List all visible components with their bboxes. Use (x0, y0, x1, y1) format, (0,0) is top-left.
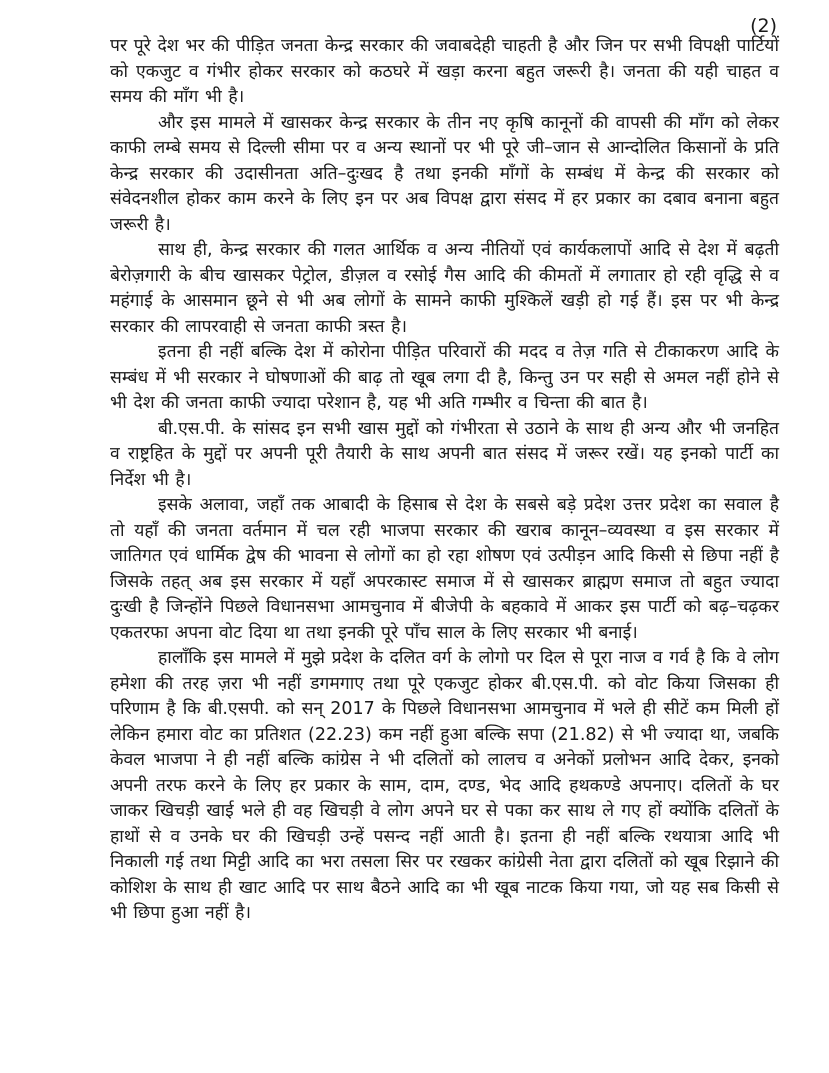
document-body (110, 34, 779, 927)
paragraph-7: हालाँकि इस मामले में मुझे प्रदेश के दलित वर्ग के लोगो पर दिल से पूरा नाज व गर्व है कि वे लोग हमेशा की तरह ज़रा भी नहीं डगमगाए तथा पूरे एकजुट होकर बी.एस.पी. को वोट किया जिसका ही परिणाम है कि बी.एसपी. को सन् 2017 के पिछले विधानसभा आमचुनाव में भले ही सीटें कम मिली हों लेकिन हमारा वोट का प्रतिशत (22.23) कम नहीं हुआ बल्कि सपा (21.82) से भी ज्यादा था, जबकि केवल भाजपा ने ही नहीं बल्कि कांग्रेस ने भी दलितों को लालच व अनेकों प्रलोभन आदि देकर, इनको अपनी तरफ करने के लिए हर प्रकार के साम, दाम, दण्ड, भेद आदि हथकण्डे अपनाए। दलितों के घर जाकर खिचड़ी खाई भले ही वह खिचड़ी वे लोग अपने घर से पका कर साथ ले गए हों क्योंकि दलितों के हाथों से व उनके घर की खिचड़ी उन्हें पसन्द नहीं आती है। इतना ही नहीं बल्कि रथयात्रा आदि भी निकाली गई तथा मिट्टी आदि का भरा तसला सिर पर रखकर कांग्रेसी नेता द्वारा दलितों को खूब रिझाने की कोशिश के साथ ही खाट आदि पर साथ बैठने आदि का भी खूब नाटक किया गया, जो यह सब किसी से भी छिपा हुआ नहीं है। (110, 648, 779, 923)
paragraph-1: पर पूरे देश भर की पीड़ित जनता केन्द्र सरकार की जवाबदेही चाहती है और जिन पर सभी विपक्षी पार्टियों को एकजुट व गंभीर होकर सरकार को कठघरे में खड़ा करना बहुत जरूरी है। जनता की यही चाहत व समय की माँग भी है। (110, 36, 779, 107)
paragraph-6: इसके अलावा, जहाँ तक आबादी के हिसाब से देश के सबसे बड़े प्रदेश उत्तर प्रदेश का सवाल है तो यहाँ की जनता वर्तमान में चल रही भाजपा सरकार की खराब कानून–व्यवस्था व इस सरकार में जातिगत एवं धार्मिक द्वेष की भावना से लोगों का हो रहा शोषण एवं उत्पीड़न आदि किसी से छिपा नहीं है जिसके तहत् अब इस सरकार में यहाँ अपरकास्ट समाज में से खासकर ब्राह्मण समाज तो बहुत ज्यादा दुःखी है जिन्होंने पिछले विधानसभा आमचुनाव में बीजेपी के बहकावे में आकर इस पार्टी को बढ़–चढ़कर एकतरफा अपना वोट दिया था तथा इनकी पूरे पाँच साल के लिए सरकार भी बनाई। (110, 495, 779, 643)
paragraph-2: और इस मामले में खासकर केन्द्र सरकार के तीन नए कृषि कानूनों की वापसी की माँग को लेकर काफी लम्बे समय से दिल्ली सीमा पर व अन्य स्थानों पर भी पूरे जी–जान से आन्दोलित किसानों के प्रति केन्द्र सरकार की उदासीनता अति–दुःखद है तथा इनकी माँगों के सम्बंध में केन्द्र की सरकार को संवेदनशील होकर काम करने के लिए इन पर अब विपक्ष द्वारा संसद में हर प्रकार का दबाव बनाना बहुत जरूरी है। (110, 112, 779, 235)
paragraph-3: साथ ही, केन्द्र सरकार की गलत आर्थिक व अन्य नीतियों एवं कार्यकलापों आदि से देश में बढ़ती बेरोज़गारी के बीच खासकर पेट्रोल, डीज़ल व रसोई गैस आदि की कीमतों में लगातार हो रही वृद्धि से व महंगाई के आसमान छूने से भी अब लोगों के सामने काफी मुश्किलें खड़ी हो गई हैं। इस पर भी केन्द्र सरकार की लापरवाही से जनता काफी त्रस्त है। (110, 240, 779, 337)
page-number: (2) (750, 15, 777, 37)
paragraph-5: बी.एस.पी. के सांसद इन सभी खास मुद्दों को गंभीरता से उठाने के साथ ही अन्य और भी जनहित व राष्ट्रहित के मुद्दों पर अपनी पूरी तैयारी के साथ अपनी बात संसद में जरूर रखें। यह इनको पार्टी का निर्देश भी है। (110, 418, 779, 490)
paragraph-4: इतना ही नहीं बल्कि देश में कोरोना पीड़ित परिवारों की मदद व तेज़ गति से टीकाकरण आदि के सम्बंध में भी सरकार ने घोषणाओं की बाढ़ तो खूब लगा दी है, किन्तु उन पर सही से अमल नहीं होने से भी देश की जनता काफी ज्यादा परेशान है, यह भी अति गम्भीर व चिन्ता की बात है। (110, 342, 779, 413)
